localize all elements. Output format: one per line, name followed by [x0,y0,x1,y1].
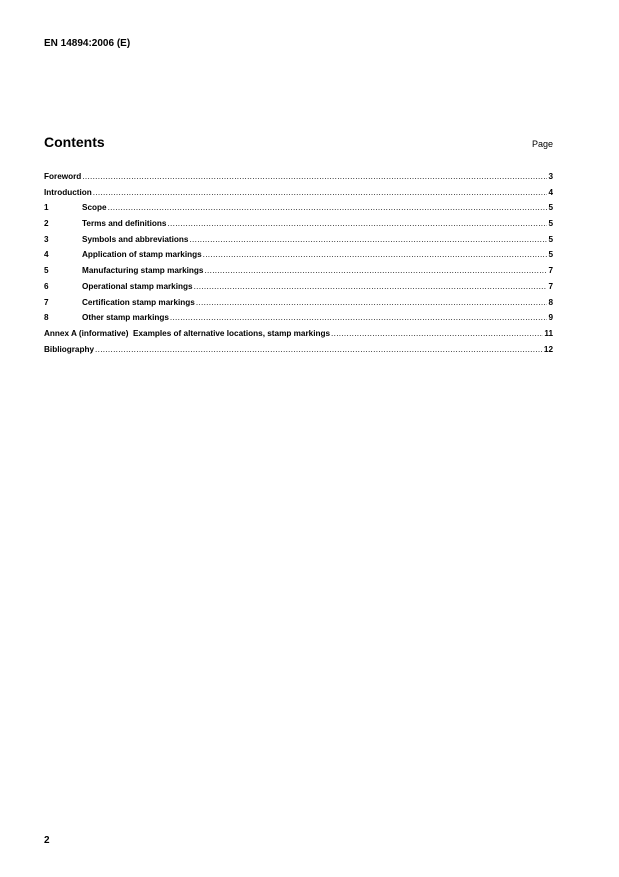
toc-entry-title: Annex A (informative) Examples of alternative locations, stamp markings [44,328,331,338]
toc-entry-page: 5 [548,234,553,244]
toc-entry-page: 5 [548,250,553,260]
toc-entry-introduction[interactable] [44,187,553,203]
toc-entry-annex-a[interactable] [44,328,553,344]
toc-entry-title: Scope [82,203,107,213]
contents-header [44,134,553,150]
dot-leader [95,344,543,352]
table-of-contents [44,171,553,359]
toc-entry-number: 2 [44,219,49,229]
dot-leader [196,297,548,305]
toc-entry-page: 12 [543,344,553,354]
dot-leader [203,249,548,257]
toc-entry-bibliography[interactable] [44,344,553,360]
document-id: EN 14894:2006 (E) [44,38,131,49]
toc-entry-title: Terms and definitions [82,219,167,229]
toc-entry-number: 7 [44,297,49,307]
toc-entry-scope[interactable] [44,202,553,218]
dot-leader [189,234,547,242]
toc-entry-page: 5 [548,203,553,213]
dot-leader [93,187,548,195]
toc-entry-title: Introduction [44,187,92,197]
dot-leader [170,312,548,320]
toc-entry-page: 11 [544,328,553,338]
dot-leader [108,202,548,210]
toc-entry-page: 8 [548,297,553,307]
contents-title: Contents [44,134,105,150]
toc-entry-title: Manufacturing stamp markings [82,266,204,276]
dot-leader [331,328,543,336]
toc-entry-title: Operational stamp markings [82,281,193,291]
toc-entry-page: 4 [548,187,553,197]
toc-entry-title: Certification stamp markings [82,297,195,307]
page-number: 2 [44,835,50,846]
toc-entry-number: 3 [44,234,49,244]
toc-entry-other-stamp-markings[interactable] [44,312,553,328]
toc-entry-number: 6 [44,281,49,291]
toc-entry-operational-stamp-markings[interactable] [44,281,553,297]
toc-entry-number: 1 [44,203,49,213]
toc-entry-page: 7 [548,266,553,276]
toc-entry-manufacturing-stamp-markings[interactable] [44,265,553,281]
toc-entry-application-of-stamp-markings[interactable] [44,249,553,265]
toc-entry-title: Other stamp markings [82,313,169,323]
toc-entry-page: 3 [548,172,553,181]
toc-entry-title: Bibliography [44,344,95,354]
toc-entry-page: 9 [548,313,553,323]
dot-leader [82,171,547,179]
toc-entry-page: 7 [548,281,553,291]
dot-leader [167,218,547,226]
dot-leader [204,265,547,273]
toc-entry-number: 4 [44,250,49,260]
toc-entry-foreword[interactable] [44,171,553,187]
page-column-label: Page [531,139,553,149]
dot-leader [194,281,548,289]
toc-entry-title: Symbols and abbreviations [82,234,189,244]
toc-entry-certification-stamp-markings[interactable] [44,297,553,313]
toc-entry-number: 8 [44,313,49,323]
toc-entry-terms-and-definitions[interactable] [44,218,553,234]
toc-entry-title: Application of stamp markings [82,250,202,260]
toc-entry-title: Foreword [44,172,82,181]
toc-entry-symbols-and-abbreviations[interactable] [44,234,553,250]
toc-entry-number: 5 [44,266,49,276]
toc-entry-page: 5 [548,219,553,229]
